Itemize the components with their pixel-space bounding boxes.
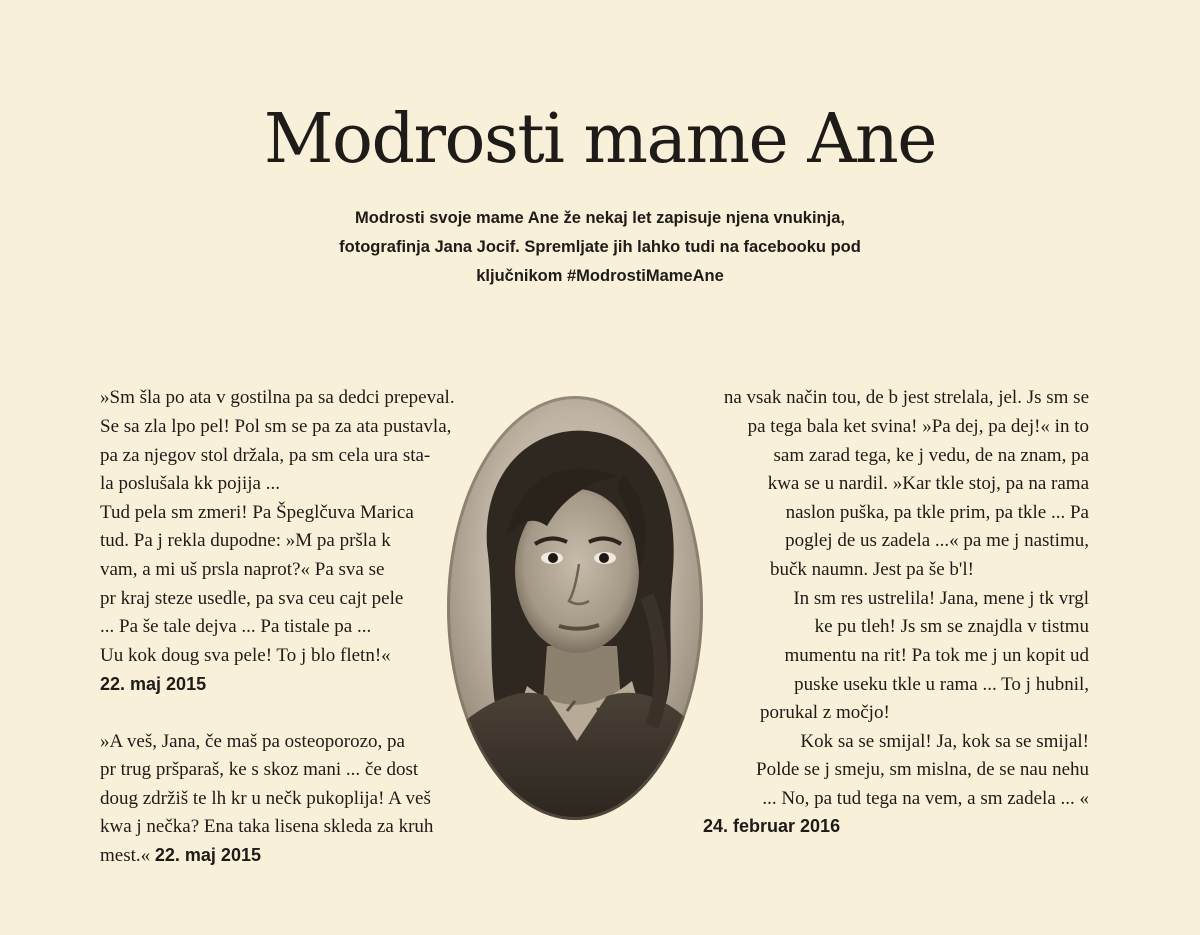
text-line: ke pu tleh! Js sm se znajdla v tistmu xyxy=(814,616,1089,637)
text-line: la poslušala kk pojija ... xyxy=(100,473,280,494)
text-line: bučk naumn. Jest pa še b'l! xyxy=(770,559,974,580)
text-line: doug zdržiš te lh kr u nečk pukoplija! A veš xyxy=(100,788,431,809)
text-line: na vsak način tou, de b jest strelala, jel. Js sm se xyxy=(723,387,1089,408)
text-line: Kok sa se smijal! Ja, kok sa se smijal! xyxy=(800,731,1089,752)
intro-text xyxy=(280,204,920,291)
text-line: poglej de us zadela ...« pa me j nastimu, xyxy=(785,530,1089,551)
text-line: mumentu na rit! Pa tok me j un kopit ud xyxy=(784,645,1089,666)
text-line: pr trug pršparaš, ke s skoz mani ... če dost xyxy=(100,759,419,780)
text-line: tud. Pa j rekla dupodne: »M pa pršla k xyxy=(100,530,391,551)
text-line: Se sa zla lpo pel! Pol sm se pa za ata pustavla, xyxy=(100,416,452,437)
text-line: sam zarad tega, ke j vedu, de na znam, pa xyxy=(773,445,1089,466)
text-line: ... No, pa tud tega na vem, a sm zadela ... « xyxy=(762,788,1089,809)
text-line: vam, a mi uš prsla naprot?« Pa sva se xyxy=(100,559,385,580)
text-line: pr kraj steze usedle, pa sva ceu cajt pele xyxy=(100,588,404,609)
page-title: Modrosti mame Ane xyxy=(263,100,937,179)
text-line: ... Pa še tale dejva ... Pa tistale pa ... xyxy=(100,616,372,637)
text-line: In sm res ustrelila! Jana, mene j tk vrgl xyxy=(793,588,1089,609)
entry-date: 22. maj 2015 xyxy=(100,674,207,694)
text-line-with-date xyxy=(100,841,261,870)
portrait-photo xyxy=(447,396,703,820)
text-line: pa za njegov stol držala, pa sm cela ura sta- xyxy=(100,445,431,466)
entry-date: 22. maj 2015 xyxy=(154,845,261,865)
text-fragment: mest.« xyxy=(100,845,151,866)
text-line: Uu kok doug sva pele! To j blo fletn!« xyxy=(100,645,391,666)
entry-date: 24. februar 2016 xyxy=(703,816,841,836)
text-line: porukal z močjo! xyxy=(760,702,890,723)
text-line: kwa se u nardil. »Kar tkle stoj, pa na rama xyxy=(767,473,1089,494)
text-line: Tud pela sm zmeri! Pa Špeglčuva Marica xyxy=(100,502,414,523)
intro-line: Modrosti svoje mame Ane že nekaj let zapisuje njena vnukinja, xyxy=(355,209,845,227)
text-line: Polde se j smeju, sm mislna, de se nau nehu xyxy=(756,759,1089,780)
intro-line: fotografinja Jana Jocif. Spremljate jih lahko tudi na facebooku pod xyxy=(339,238,861,256)
text-line: pa tega bala ket svina! »Pa dej, pa dej!« in to xyxy=(747,416,1089,437)
text-line: naslon puška, pa tkle prim, pa tkle ... Pa xyxy=(785,502,1089,523)
text-line: »Sm šla po ata v gostilna pa sa dedci prepeval. xyxy=(100,387,455,408)
text-line: puske useku tkle u rama ... To j hubnil, xyxy=(794,674,1089,695)
intro-line: ključnikom #ModrostiMameAne xyxy=(476,267,724,285)
text-line: kwa j nečka? Ena taka lisena skleda za kruh xyxy=(100,816,434,837)
text-line: »A veš, Jana, če maš pa osteoporozo, pa xyxy=(100,731,405,752)
